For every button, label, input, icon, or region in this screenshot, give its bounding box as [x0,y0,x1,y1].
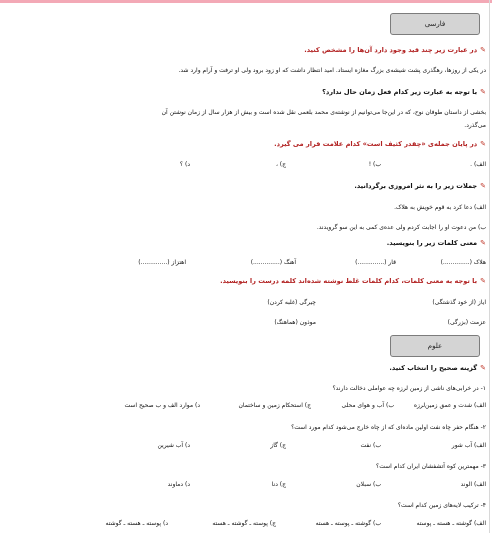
question-2-heading [58,88,486,96]
option-a: الف) شدت و عمق زمین‌لرزه [413,402,486,409]
question-4-heading [58,182,486,190]
option-d: د) دماوند [167,481,190,488]
question-4-text: جملات زیر را به نثر امروزی برگردانید. [354,182,478,190]
word-item: هلاک (..............) [440,259,486,266]
option-c: ج) ، [275,161,286,168]
option-b: ب) ! [368,161,381,168]
olum-question-4: ۴- ترکیب لایه‌های زمین کدام است؟ [397,502,486,509]
option-d: د) آب شیرین [157,442,190,449]
option-c: ج) گاز [270,442,286,449]
olum-instruction-text: گزینه صحیح را انتخاب کنید. [389,364,478,372]
question-1-passage: در یکی از روزها، رهگذری پشت شیشه‌ی بزرگ مغازه ایستاد. امید انتظار داشت که او زود برود ولی او ترفت و آرام وارد شد. [178,67,486,74]
pen-icon: ✎ [480,182,486,190]
word-item: قار (..............) [355,259,396,266]
pen-icon: ✎ [480,46,486,54]
option-c: ج) پوسته ـ گوشته ـ هسته [212,520,276,527]
option-d: د) موارد الف و ب صحیح است [124,402,200,409]
word-item: آهنگ (..............) [250,259,296,266]
question-2-text: با توجه به عبارت زیر کدام فعل زمان حال ندارد؟ [322,88,478,96]
pen-icon: ✎ [480,88,486,96]
option-b: ب) نفت [360,442,381,449]
option-b: ب) سبلان [356,481,381,488]
question-3-heading [58,140,486,148]
page-edge-line [489,0,490,533]
option-d: د) پوسته ـ هسته ـ گوشته [105,520,168,527]
option-a: الف) آب شور [451,442,486,449]
top-accent-bar [0,0,492,3]
olum-instruction [58,364,486,372]
option-b: ب) آب و هوای محلی [341,402,394,409]
option-a: الف) الوند [460,481,486,488]
pen-icon: ✎ [480,364,486,372]
pen-icon: ✎ [480,239,486,247]
pen-icon: ✎ [480,277,486,285]
word-item: موذون (هماهنگ) [274,319,316,326]
question-2-passage-line-2: می‌گذرد. [464,122,486,129]
option-c: ج) دنا [271,481,286,488]
word-item: چیرگی (غلبه کردن) [267,299,316,306]
question-2-passage-line-1: بخشی از داستان طوفان نوح، که در این‌جا می‌توانیم از نوشته‌ی محمد بلعمی نقل شده است و بیش از هزار سال از زمان نوشتن آن [161,109,486,116]
pen-icon: ✎ [480,140,486,148]
question-5-text: معنی کلمات زیر را بنویسید. [386,239,478,247]
question-4-item-b: ب) من دعوت او را اجابت کردم ولی عده‌ی کمی به این سو گرویدند. [316,224,486,231]
option-b: ب) گوشته ـ پوسته ـ هسته [315,520,381,527]
question-5-heading [58,239,486,247]
question-4-item-a: الف) دعا کرد به قوم خویش به هلاک. [394,204,486,211]
question-6-text: با توجه به معنی کلمات، کدام کلمات غلط نوشته شده‌اند کلمه درست را بنویسید. [220,277,478,285]
section-title-farsi: فارسی [390,13,480,35]
word-item: اهتزاز (..............) [138,259,186,266]
question-1-heading [58,46,486,54]
olum-question-1: ۱- در خرابی‌های ناشی از زمین لرزه چه عواملی دخالت دارند؟ [332,385,486,392]
question-6-heading [58,277,486,285]
question-1-text: در عبارت زیر چند قید وجود دارد آن‌ها را مشخص کنید. [304,46,478,54]
option-d: د) ؟ [179,161,190,168]
option-a: الف) گوشته ـ هسته ـ پوسته [416,520,486,527]
section-title-olum: علوم [390,335,480,357]
olum-question-2: ۲- هنگام حفر چاه نفت اولین ماده‌ای که از چاه خارج می‌شود کدام مورد است؟ [291,424,486,431]
worksheet [58,8,486,530]
word-item: ایاز (از خود گذشتگی) [432,299,486,306]
option-c: ج) استحکام زمین و ساختمان [238,402,311,409]
olum-question-3: ۳- مهمترین کوه آتشفشان ایران کدام است؟ [376,463,486,470]
option-a: الف) . [470,161,486,168]
word-item: عزمت (بزرگی) [447,319,486,326]
question-3-text: در پایان جمله‌ی «چقدر کثیف است» کدام علامت قرار می گیرد. [274,140,478,148]
